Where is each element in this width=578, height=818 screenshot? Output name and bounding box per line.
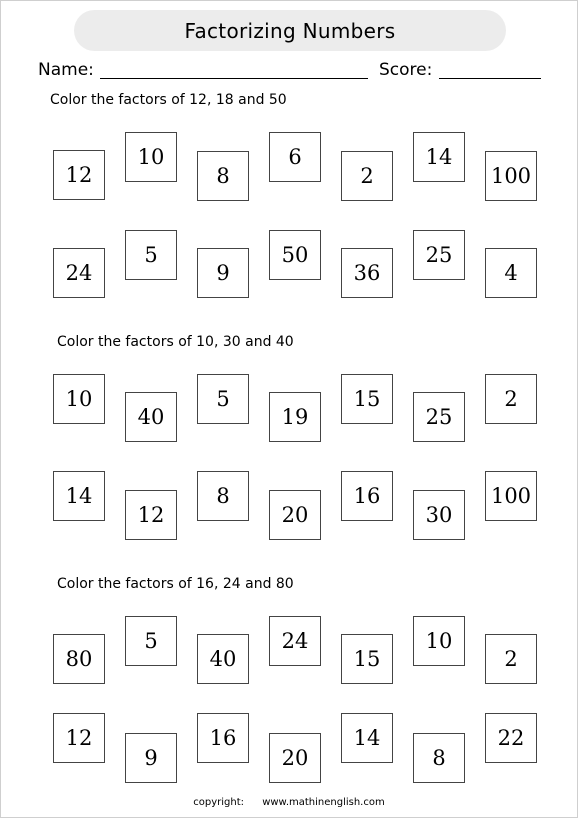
section-3-instruction: Color the factors of 16, 24 and 80 <box>57 576 294 592</box>
number-box[interactable]: 8 <box>197 471 249 521</box>
number-box[interactable]: 9 <box>197 248 249 298</box>
number-box[interactable]: 100 <box>485 471 537 521</box>
number-box[interactable]: 2 <box>485 374 537 424</box>
number-box[interactable]: 10 <box>53 374 105 424</box>
number-box[interactable]: 24 <box>269 616 321 666</box>
number-box[interactable]: 12 <box>53 713 105 763</box>
number-box[interactable]: 8 <box>413 733 465 783</box>
number-box[interactable]: 80 <box>53 634 105 684</box>
number-box[interactable]: 20 <box>269 733 321 783</box>
number-box[interactable]: 25 <box>413 230 465 280</box>
number-box[interactable]: 19 <box>269 392 321 442</box>
number-box[interactable]: 2 <box>485 634 537 684</box>
number-box[interactable]: 22 <box>485 713 537 763</box>
copyright-footer <box>0 797 578 808</box>
number-box[interactable]: 2 <box>341 151 393 201</box>
section-1-instruction: Color the factors of 12, 18 and 50 <box>50 92 287 108</box>
number-box[interactable]: 40 <box>125 392 177 442</box>
number-box[interactable]: 4 <box>485 248 537 298</box>
copyright-site: www.mathinenglish.com <box>262 797 385 808</box>
copyright-label: copyright: <box>193 797 245 808</box>
number-box[interactable]: 14 <box>413 132 465 182</box>
number-box[interactable]: 5 <box>125 230 177 280</box>
number-box[interactable]: 36 <box>341 248 393 298</box>
score-field[interactable] <box>439 78 541 79</box>
number-box[interactable]: 20 <box>269 490 321 540</box>
number-box[interactable]: 12 <box>53 150 105 200</box>
number-box[interactable]: 30 <box>413 490 465 540</box>
number-box[interactable]: 14 <box>53 471 105 521</box>
number-box[interactable]: 50 <box>269 230 321 280</box>
number-box[interactable]: 24 <box>53 248 105 298</box>
score-label: Score: <box>379 60 433 80</box>
number-box[interactable]: 40 <box>197 634 249 684</box>
number-box[interactable]: 100 <box>485 151 537 201</box>
number-box[interactable]: 14 <box>341 713 393 763</box>
number-box[interactable]: 16 <box>197 713 249 763</box>
number-box[interactable]: 15 <box>341 374 393 424</box>
number-box[interactable]: 10 <box>413 616 465 666</box>
page-title: Factorizing Numbers <box>184 18 396 43</box>
number-box[interactable]: 15 <box>341 634 393 684</box>
number-box[interactable]: 12 <box>125 490 177 540</box>
name-field[interactable] <box>100 78 368 79</box>
number-box[interactable]: 8 <box>197 151 249 201</box>
number-box[interactable]: 25 <box>413 392 465 442</box>
number-box[interactable]: 9 <box>125 733 177 783</box>
number-box[interactable]: 5 <box>125 616 177 666</box>
number-box[interactable]: 6 <box>269 132 321 182</box>
section-2-instruction: Color the factors of 10, 30 and 40 <box>57 334 294 350</box>
number-box[interactable]: 16 <box>341 471 393 521</box>
title-banner <box>74 10 506 51</box>
name-label: Name: <box>38 60 94 80</box>
number-box[interactable]: 5 <box>197 374 249 424</box>
number-box[interactable]: 10 <box>125 132 177 182</box>
